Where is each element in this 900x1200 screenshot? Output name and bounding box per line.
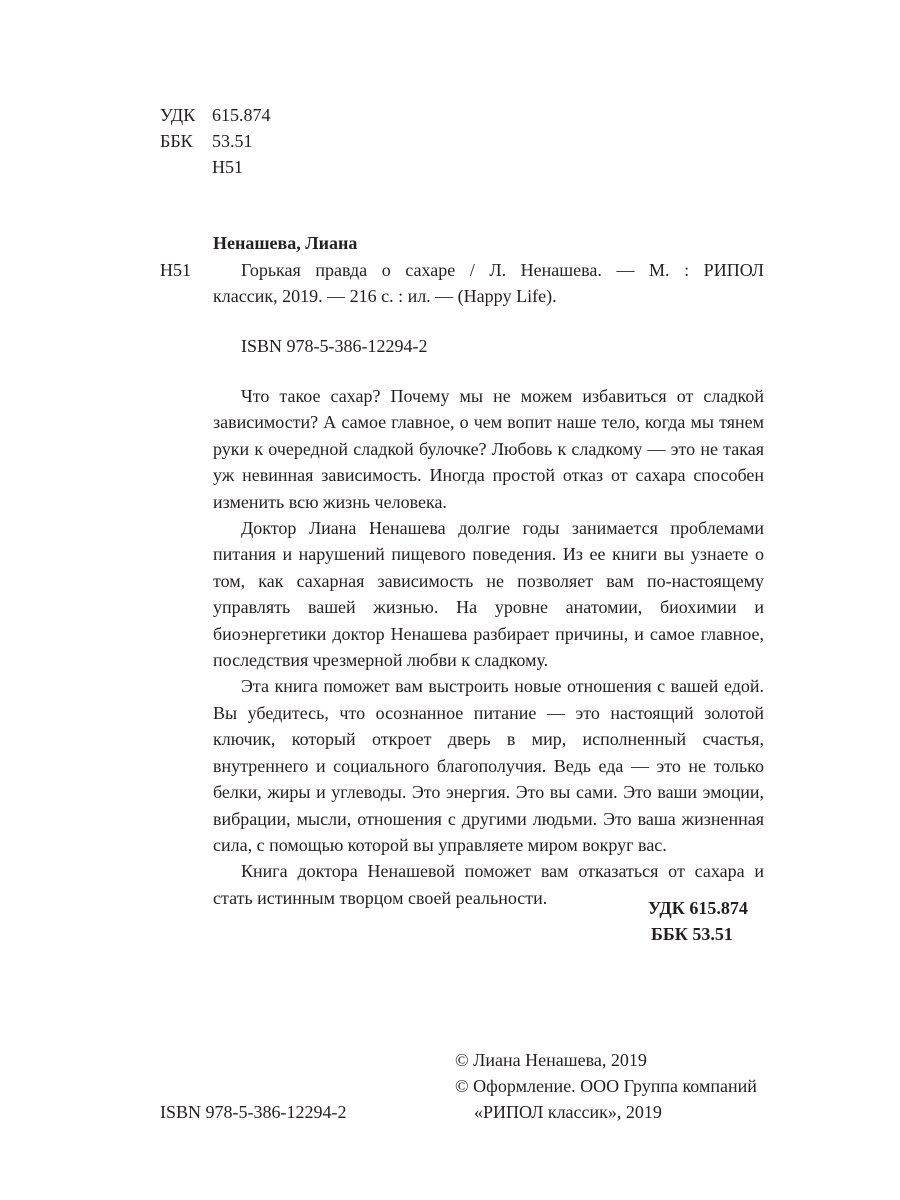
isbn-record: ISBN 978-5-386-12294-2 [241,336,428,356]
copyright-publisher: «РИПОЛ классик», 2019 [474,1102,662,1122]
annotation-paragraph-3: Эта книга поможет вам выстроить новые отношения с вашей едой. Вы убедитесь, что осознанное питание — это настоящий золотой ключик, который откроет дверь в мир, исполненный счастья, внутреннего и социального благополучия. Ведь еда — это не только белки, жиры и углеводы. Это энергия. Это вы сами. Это ваши эмоции, вибрации, мысли, отношения с другими людьми. Это ваша жизненная сила, с помощью которой вы управляете миром вокруг вас. [213,676,764,855]
udk-label: УДК [160,105,196,125]
bbk-bold: ББК 53.51 [651,924,733,944]
udk-value: 615.874 [212,105,271,125]
annotation [213,383,764,911]
annotation-paragraph-4: Книга доктора Ненашевой поможет вам отказаться от сахара и стать истинным творцом своей реальности. [213,861,764,908]
copyright-design: © Оформление. ООО Группа компаний [455,1076,757,1096]
bib-line-2: классик, 2019. — 216 с. : ил. — (Happy Life). [213,286,557,306]
bbk-label: ББК [160,131,193,151]
footer-isbn: ISBN 978-5-386-12294-2 [160,1102,347,1122]
bbk-value: 53.51 [212,131,253,151]
author-mark-record: Н51 [160,260,191,280]
annotation-paragraph-1: Что такое сахар? Почему мы не можем избавиться от сладкой зависимости? А самое главное, о чем вопит наше тело, когда мы тянем руки к очередной сладкой булочке? Любовь к сладкому — это не такая уж невинная зависимость. Иногда простой отказ от сахара способен изменить всю жизнь человека. [213,386,764,512]
author-heading: Ненашева, Лиана [213,233,358,253]
bib-line-1: Горькая правда о сахаре / Л. Ненашева. — М. : РИПОЛ [241,260,764,280]
udk-line [160,102,271,128]
udk-bold: УДК 615.874 [648,898,748,918]
annotation-paragraph-2: Доктор Лиана Ненашева долгие годы занимается проблемами питания и нарушений пищевого поведения. Из ее книги вы узнаете о том, как сахарная зависимость не позволяет вам по-настоящему управлять вашей жизнью. На уровне анатомии, биохимии и биоэнергетики доктор Ненашева разбирает причины, и самое главное, последствия чрезмерной любви к сладкому. [213,518,764,671]
copyright-author: © Лиана Ненашева, 2019 [455,1050,647,1070]
author-mark-top: Н51 [212,157,243,177]
bbk-line [160,128,253,154]
